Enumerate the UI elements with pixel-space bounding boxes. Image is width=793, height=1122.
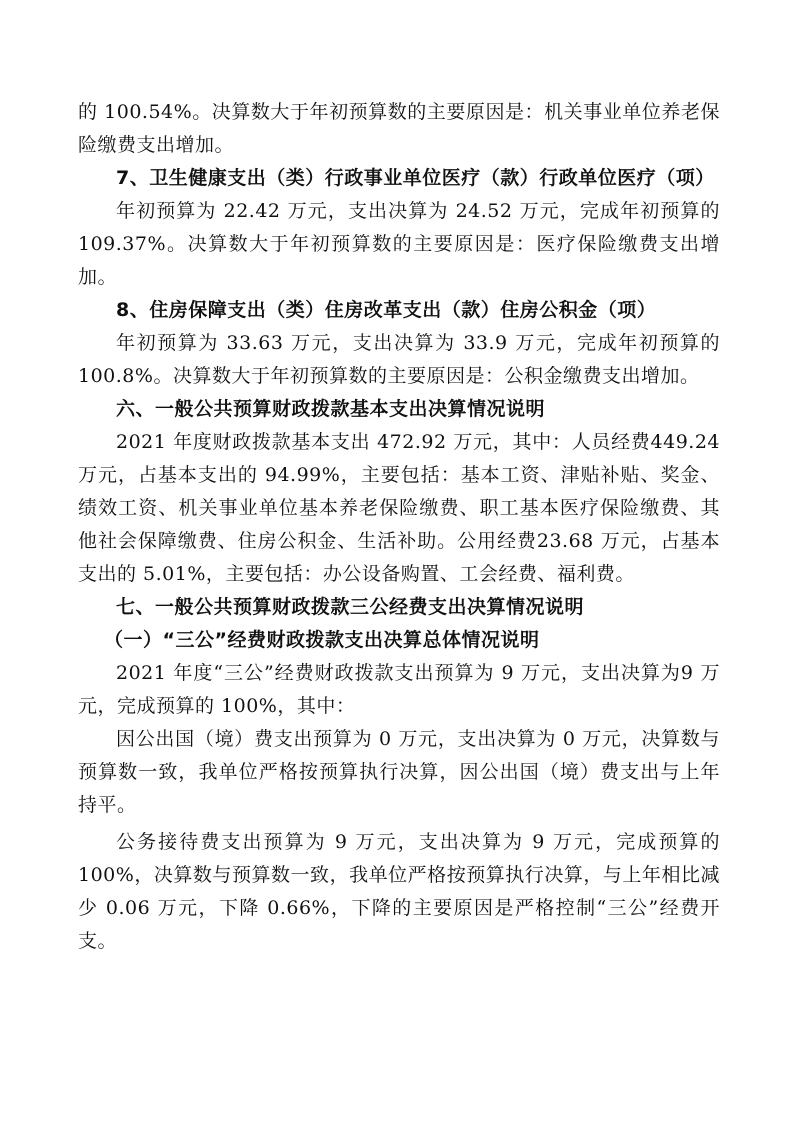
paragraph-pension-summary: 的 100.54%。决算数大于年初预算数的主要原因是：机关事业单位养老保险缴费支出增加。 (78, 101, 720, 156)
heading-housing-fund: 8、住房保障支出（类）住房改革支出（款）住房公积金（项） (116, 299, 657, 321)
heading-health-expenditure: 7、卫生健康支出（类）行政事业单位医疗（款）行政单位医疗（项） (116, 167, 715, 189)
paragraph-official-reception: 公务接待费支出预算为 9 万元，支出决算为 9 万元，完成预算的100%，决算数与预算数一致，我单位严格按预算执行决算，与上年相比减少 0.06 万元，下降 0.66%，下降的主要原因是严格控制“三公”经费开支。 (78, 831, 720, 952)
paragraph-health-expenditure: 年初预算为 22.42 万元，支出决算为 24.52 万元，完成年初预算的 109.37%。决算数大于年初预算数的主要原因是：医疗保险缴费支出增加。 (78, 200, 720, 288)
heading-three-public-funds: 七、一般公共预算财政拨款三公经费支出决算情况说明 (116, 596, 585, 618)
heading-basic-expenditure: 六、一般公共预算财政拨款基本支出决算情况说明 (116, 398, 546, 420)
paragraph-housing-fund: 年初预算为 33.63 万元，支出决算为 33.9 万元，完成年初预算的 100.8%。决算数大于年初预算数的主要原因是：公积金缴费支出增加。 (78, 332, 720, 387)
document-body (78, 96, 720, 958)
paragraph-basic-expenditure: 2021 年度财政拨款基本支出 472.92 万元，其中：人员经费449.24 万元，占基本支出的 94.99%，主要包括：基本工资、津贴补贴、奖金、绩效工资、机关事业单位基本养老保险缴费、职工基本医疗保险缴费、其他社会保障缴费、住房公积金、生活补助。公用经费23.68 万元，占基本支出的 5.01%，主要包括：办公设备购置、工会经费、福利费。 (78, 431, 720, 585)
subheading-three-public-overview: （一）“三公”经费财政拨款支出决算总体情况说明 (104, 629, 540, 651)
paragraph-overseas-travel: 因公出国（境）费支出预算为 0 万元，支出决算为 0 万元，决算数与预算数一致，我单位严格按预算执行决算，因公出国（境）费支出与上年持平。 (78, 728, 720, 816)
paragraph-three-public-total: 2021 年度“三公”经费财政拨款支出预算为 9 万元，支出决算为9 万元，完成预算的 100%，其中： (78, 662, 720, 717)
